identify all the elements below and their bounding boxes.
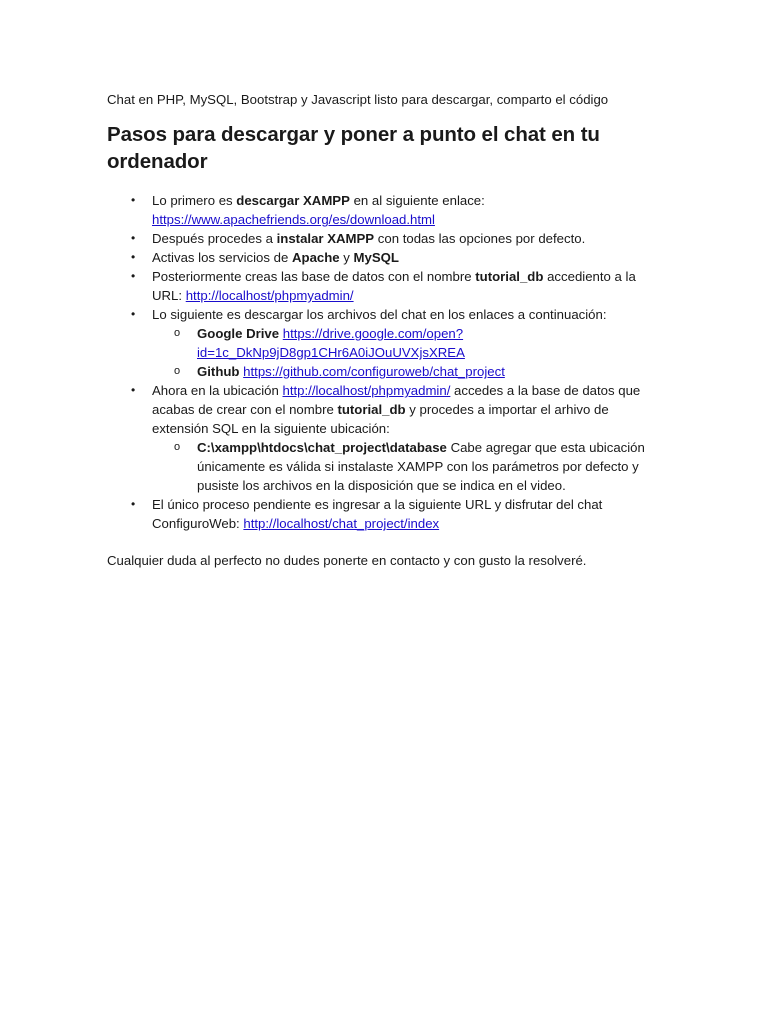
bullet-icon: • xyxy=(131,250,136,264)
bold-text: Google Drive xyxy=(197,326,280,341)
github-link[interactable]: https://github.com/configuroweb/chat_project xyxy=(243,364,505,379)
bold-text: tutorial_db xyxy=(475,269,544,284)
bullet-icon: • xyxy=(131,307,136,321)
list-item: • Lo siguiente es descargar los archivos del chat en los enlaces a continuación: o Google Drive https://drive.google.com/open?id=1c_DkNp9jD8gp1CHr6A0iJOuUVXjsXREA o Github https://github.com/configuroweb/chat_project xyxy=(107,305,667,381)
bold-text: Apache xyxy=(291,250,340,265)
steps-list xyxy=(107,191,667,533)
sub-list xyxy=(152,324,667,381)
page-title: Pasos para descargar y poner a punto el chat en tu ordenador xyxy=(107,123,600,173)
bold-text: descargar XAMPP xyxy=(236,193,350,208)
sub-list xyxy=(152,438,667,495)
sub-list-item: o C:\xampp\htdocs\chat_project\database Cabe agregar que esta ubicación únicamente es válida si instalaste XAMPP con los parámetros por defecto y pusiste los archivos en la disposición que se indica en el video. xyxy=(174,440,645,493)
circle-bullet-icon: o xyxy=(174,441,181,453)
bold-text: tutorial_db xyxy=(337,402,406,417)
bullet-icon: • xyxy=(131,383,136,397)
sub-list-item xyxy=(152,362,667,381)
list-item: • Ahora en la ubicación http://localhost/phpmyadmin/ accedes a la base de datos que acabas de crear con el nombre tutorial_db y procedes a importar el arhivo de extensión SQL en la siguiente ubicación: o C:\xampp\htdocs\chat_project\database Cabe agregar que esta ubicación únicamente es válida si instalaste XAMPP con los parámetros por defecto y pusiste los archivos en la disposición que se indica en el video. xyxy=(107,381,667,495)
list-item: • Después procedes a instalar XAMPP con todas las opciones por defecto. xyxy=(131,231,586,246)
list-item: • Lo primero es descargar XAMPP en al siguiente enlace: https://www.apachefriends.org/es/download.html xyxy=(131,193,485,227)
intro-text: Chat en PHP, MySQL, Bootstrap y Javascript listo para descargar, comparto el código xyxy=(107,92,609,107)
phpmyadmin-link[interactable]: http://localhost/phpmyadmin/ xyxy=(282,383,451,398)
sub-list-item xyxy=(152,324,667,362)
closing-text: Cualquier duda al perfecto no dudes ponerte en contacto y con gusto la resolveré. xyxy=(107,553,587,568)
list-item: • Activas los servicios de Apache y MySQL xyxy=(131,250,399,265)
list-item: • El único proceso pendiente es ingresar a la siguiente URL y disfrutar del chat ConfiguroWeb: http://localhost/chat_project/index xyxy=(131,497,603,531)
chat-index-link[interactable]: http://localhost/chat_project/index xyxy=(243,516,440,531)
bullet-icon: • xyxy=(131,269,136,283)
bold-text: instalar XAMPP xyxy=(276,231,375,246)
bold-text: Github xyxy=(197,364,240,379)
circle-bullet-icon: o xyxy=(174,327,181,339)
document-page xyxy=(107,90,667,570)
circle-bullet-icon: o xyxy=(174,365,181,377)
xampp-download-link[interactable]: https://www.apachefriends.org/es/download.html xyxy=(152,212,435,227)
google-drive-link[interactable]: https://drive.google.com/open?id=1c_DkNp9jD8gp1CHr6A0iJOuUVXjsXREA xyxy=(197,326,465,360)
bullet-icon: • xyxy=(131,231,136,245)
bold-text: C:\xampp\htdocs\chat_project\database xyxy=(197,440,447,455)
bold-text: MySQL xyxy=(353,250,399,265)
bullet-icon: • xyxy=(131,193,136,207)
list-item: • Posteriormente creas las base de datos con el nombre tutorial_db accediento a la URL: http://localhost/phpmyadmin/ xyxy=(131,269,636,303)
phpmyadmin-link[interactable]: http://localhost/phpmyadmin/ xyxy=(185,288,354,303)
bullet-icon: • xyxy=(131,497,136,511)
